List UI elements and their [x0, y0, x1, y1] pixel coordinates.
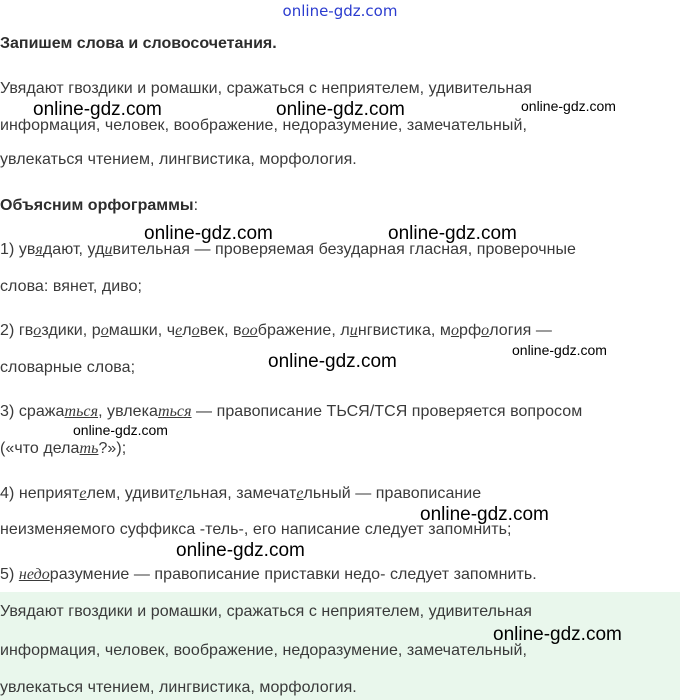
text: льный — правописание [303, 485, 482, 502]
text: — правописание ТЬСЯ/ТСЯ проверяется вопросом [191, 403, 583, 420]
watermark-text: online-gdz.com [388, 223, 517, 244]
text: машки, ч [108, 322, 176, 339]
watermark-text: online-gdz.com [144, 223, 273, 244]
item-2-line-2: словарные слова; [0, 359, 136, 376]
text: 1) ув [0, 241, 36, 258]
orthogram: и [349, 322, 358, 339]
orthogram: и [104, 241, 113, 258]
item-2-line-1 [0, 322, 552, 340]
item-1-line-2: слова: вянет, диво; [0, 278, 143, 295]
orthogram: ть [79, 440, 99, 457]
watermark-text: online-gdz.com [276, 99, 405, 120]
intro-line-3: увлекаться чтением, лингвистика, морфология. [0, 151, 357, 168]
text: 3) сража [0, 403, 65, 420]
orthogram: о [450, 322, 459, 339]
orthogram: е [296, 485, 304, 502]
watermark-text: online-gdz.com [176, 540, 305, 561]
intro-line-1: Увядают гвоздики и ромашки, сражаться с неприятелем, удивительная [0, 80, 532, 97]
text: разумение — правописание приставки недо- следует запомнить. [49, 566, 537, 583]
text: л [182, 322, 192, 339]
text: логия — [489, 322, 552, 339]
item-5-line-1 [0, 566, 537, 584]
text: здики, р [41, 322, 101, 339]
result-line-2: информация, человек, воображение, недоразумение, замечательный, [0, 642, 527, 659]
text: 4) неприят [0, 485, 80, 502]
heading-explain [0, 197, 198, 215]
orthogram: недо [18, 566, 50, 583]
orthogram: о [33, 322, 42, 339]
watermark-text: online-gdz.com [420, 504, 549, 525]
watermark-text: online-gdz.com [268, 351, 397, 372]
item-4-line-1 [0, 485, 481, 503]
item-4-line-2: неизменяемого суффикса -тель-, его написание следует запомнить; [0, 521, 512, 538]
intro-line-2: информация, человек, воображение, недоразумение, замечательный, [0, 117, 527, 134]
item-3-line-2 [0, 440, 126, 458]
watermark-text: online-gdz.com [33, 99, 162, 120]
text: льная, замечат [182, 485, 297, 502]
orthogram: я [35, 241, 43, 258]
heading-write: Запишем слова и словосочетания. [0, 35, 277, 52]
text: век, в [199, 322, 242, 339]
orthogram: е [79, 485, 87, 502]
text: 5) [0, 566, 19, 583]
result-line-1: Увядают гвоздики и ромашки, сражаться с неприятелем, удивительная [0, 603, 532, 620]
item-3-line-1 [0, 403, 582, 421]
text: («что дела [0, 440, 80, 457]
text: дают, уд [42, 241, 105, 258]
heading-explain-colon: : [193, 197, 199, 214]
watermark-text: online-gdz.com [73, 422, 168, 438]
orthogram: е [175, 322, 183, 339]
orthogram: е [175, 485, 183, 502]
text: нгвистика, м [357, 322, 451, 339]
text: бражение, л [257, 322, 350, 339]
text: вительная — проверяемая безударная гласная, проверочные [112, 241, 576, 258]
orthogram: ться [64, 403, 99, 420]
text: ?»); [98, 440, 127, 457]
orthogram: о [100, 322, 109, 339]
orthogram: ться [157, 403, 192, 420]
orthogram: оо [241, 322, 258, 339]
watermark-text: online-gdz.com [521, 98, 616, 114]
result-line-3: увлекаться чтением, лингвистика, морфология. [0, 679, 357, 696]
text: рф [459, 322, 482, 339]
watermark-text: online-gdz.com [493, 624, 622, 645]
top-watermark: online-gdz.com [282, 2, 398, 20]
text: лем, удивит [86, 485, 176, 502]
text: 2) гв [0, 322, 34, 339]
heading-explain-text: Объясним орфограммы [0, 197, 194, 214]
text: , увлека [98, 403, 158, 420]
orthogram: о [191, 322, 200, 339]
watermark-text: online-gdz.com [512, 342, 607, 358]
orthogram: о [481, 322, 490, 339]
